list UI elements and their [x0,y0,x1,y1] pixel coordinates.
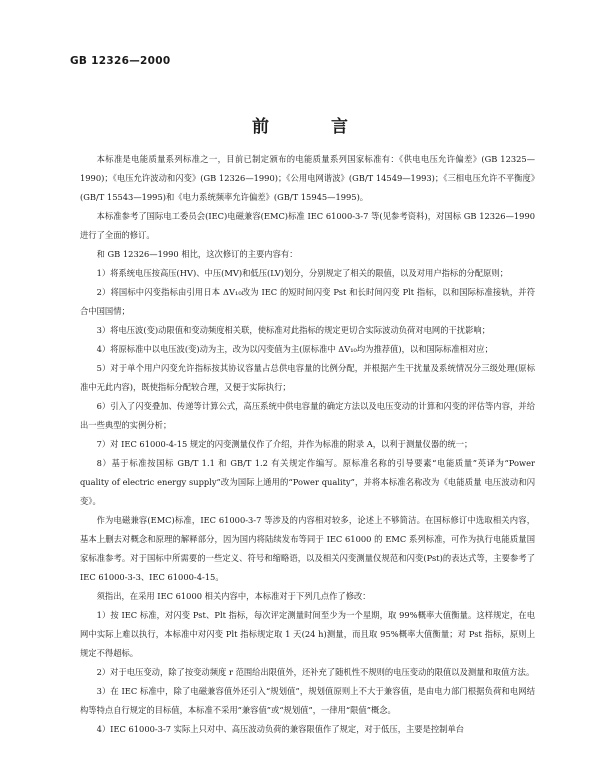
paragraph: 5）对于单个用户闪变允许指标按其协议容量占总供电容量的比例分配，并根据产生干扰量及系统情况分三级处理(原标准中无此内容)，既使指标分配较合理，又便于实际执行； [80,363,535,392]
paragraph: 1）将系统电压按高压(HV)、中压(MV)和低压(LV)划分，分别规定了相关的限值，以及对用户指标的分配原则； [96,268,508,278]
paragraph: 4）IEC 61000-3-7 实际上只对中、高压波动负荷的兼容限值作了规定，对于低压，主要是控制单台 [96,724,465,734]
paragraph: 3）在 IEC 标准中，除了电磁兼容值外还引入“规划值”，规划值原则上不大于兼容值，是由电力部门根据负荷和电网结构等特点自行规定的目标值，本标准不采用“兼容值”或“规划值”，一律用“限值”概念。 [80,686,535,715]
paragraph: 和 GB 12326—1990 相比，这次修订的主要内容有： [96,249,298,259]
paragraph: 作为电磁兼容(EMC)标准，IEC 61000-3-7 等涉及的内容相对较多，论述上不够简洁。在国标修订中选取相关内容，基本上删去对概念和原理的解释部分，因为国内将陆续发布等同于 IEC 61000 的 EMC 系列标准，可作为执行电能质量国家标准参考。对于国标中所需要的一些定义、符号和缩略语，以及相关闪变测量仪规范和闪变(Pst)的表达式等，主要参考了 IEC 61000-3-3、IEC 61000-4-15。 [80,515,535,582]
document-body [80,150,535,739]
paragraph: 6）引入了闪变叠加、传递等计算公式，高压系统中供电容量的确定方法以及电压变动的计算和闪变的评估等内容，并给出一些典型的实例分析； [80,401,535,430]
paragraph: 本标准是电能质量系列标准之一，目前已制定颁布的电能质量系列国家标准有：《供电电压允许偏差》(GB 12325—1990)；《电压允许波动和闪变》(GB 12326—1990)；《公用电网谐波》(GB/T 14549—1993)；《三相电压允许不平衡度》(GB/T 15543—1995)和《电力系统频率允许偏差》(GB/T 15945—1995)。 [80,154,535,202]
page-title: 前 言 [252,117,376,137]
paragraph: 2）对于电压变动，除了按变动频度 r 范围给出限值外，还补充了随机性不规则的电压变动的限值以及测量和取值方法。 [96,667,535,677]
paragraph: 本标准参考了国际电工委员会(IEC)电磁兼容(EMC)标准 IEC 61000-3-7 等(见参考资料)，对国标 GB 12326—1990 进行了全面的修订。 [80,211,535,240]
paragraph: 4）将原标准中以电压波(变)动为主，改为以闪变值为主(原标准中 ΔV₁₀均为推荐值)，以和国际标准相对应； [96,344,493,354]
paragraph: 1）按 IEC 标准，对闪变 Pst、Plt 指标，每次评定测量时间至少为一个星期，取 99%概率大值衡量。这样规定，在电网中实际上难以执行，本标准中对闪变 Plt 指标规定取 1 天(24 h)测量，而且取 95%概率大值衡量；对 Pst 指标，原则上规定不得超标。 [80,610,535,658]
paragraph: 须指出，在采用 IEC 61000 相关内容中，本标准对于下列几点作了修改： [96,591,371,601]
standard-code: GB 12326—2000 [70,55,171,67]
paragraph: 2）将国标中闪变指标由引用日本 ΔV₁₀改为 IEC 的短时间闪变 Pst 和长时间闪变 Plt 指标，以和国际标准接轨，并符合中国国情； [80,287,535,316]
paragraph: 7）对 IEC 61000-4-15 规定的闪变测量仪作了介绍，并作为标准的附录 A，以利于测量仪器的统一； [96,439,473,449]
paragraph: 8）基于标准按国标 GB/T 1.1 和 GB/T 1.2 有关规定作编写。原标准名称的引导要素“电能质量”英译为“Power quality of electric energy supply”改为国际上通用的“Power quality”，并将本标准名称改为《电能质量 电压波动和闪变》。 [80,458,535,506]
paragraph: 3）将电压波(变)动限值和变动频度相关联，使标准对此指标的规定更切合实际波动负荷对电网的干扰影响； [96,325,491,335]
